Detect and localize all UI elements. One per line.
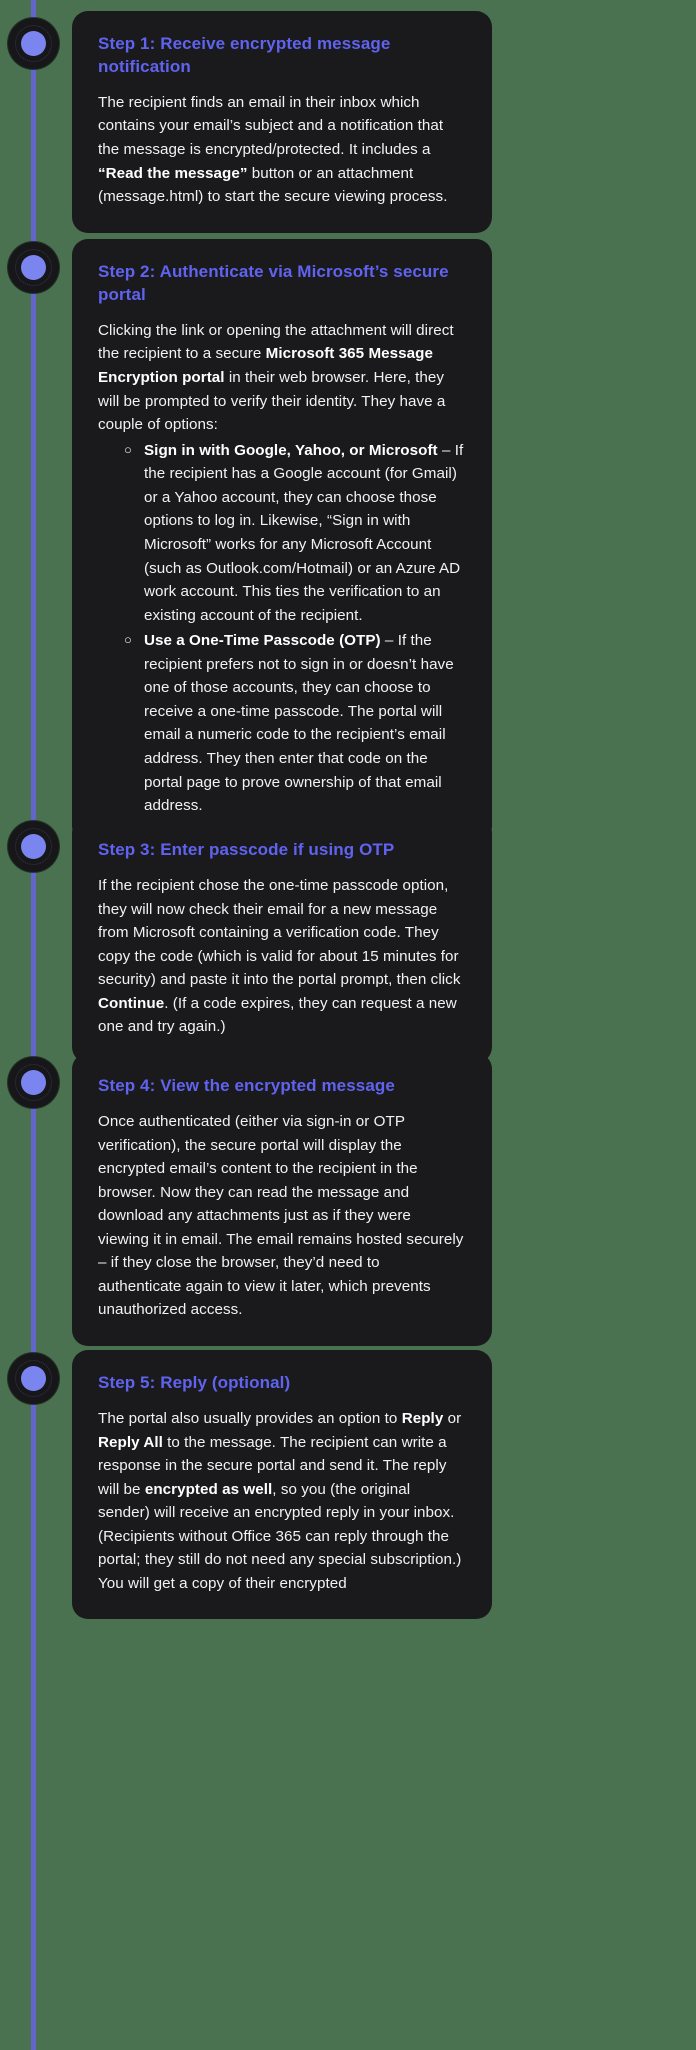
timeline-marker-step-4[interactable] — [8, 1057, 59, 1108]
step-card-4 — [72, 1053, 492, 1346]
timeline-marker-step-5[interactable] — [8, 1353, 59, 1404]
timeline-marker-step-3[interactable] — [8, 821, 59, 872]
marker-ring-icon — [15, 1064, 52, 1101]
marker-ring-icon — [15, 1360, 52, 1397]
marker-ring-icon — [15, 828, 52, 865]
step-card-1-title: Step 1: Receive encrypted message notification — [98, 34, 391, 76]
step-card-3-title: Step 3: Enter passcode if using OTP — [98, 840, 395, 859]
step-card-4-title: Step 4: View the encrypted message — [98, 1076, 395, 1095]
step-card-2 — [72, 239, 492, 842]
step-card-1-body — [98, 91, 466, 209]
timeline-axis-line — [31, 0, 36, 2050]
circle-bullet-icon: ○ — [124, 632, 132, 648]
circle-bullet-icon: ○ — [124, 441, 132, 457]
paragraph: The recipient finds an email in their inbox which contains your email’s subject and a notification that the message is encrypted/protected. It includes a “Read the message” button or an attachment (message.html) to start the secure viewing process. — [98, 93, 448, 206]
step-card-5-body — [98, 1407, 466, 1596]
sub-bullet-list — [98, 439, 466, 818]
step-card-1 — [72, 11, 492, 233]
paragraph: Clicking the link or opening the attachment will direct the recipient to a secure Microsoft 365 Message Encryption portal in their web browser. Here, they will be prompted to verify their identity. They have a couple of options: — [98, 321, 454, 434]
step-card-3-body — [98, 874, 466, 1039]
list-item: ○ Use a One-Time Passcode (OTP) – If the recipient prefers not to sign in or doesn’t have one of those accounts, they can choose to receive a one-time passcode. The portal will email a numeric code to the recipient’s email address. They then enter that code on the portal page to prove ownership of that email address. — [98, 629, 466, 818]
step-card-4-body — [98, 1110, 466, 1322]
step-card-3 — [72, 817, 492, 1063]
paragraph: The portal also usually provides an option to Reply or Reply All to the message. The recipient can write a response in the secure portal and send it. The reply will be encrypted as well, so you (the original sender) will receive an encrypted reply in your inbox. (Recipients without Office 365 can reply through the portal; they still do not need any special subscription.) You will get a copy of their encrypted — [98, 1409, 462, 1592]
step-card-2-body — [98, 319, 466, 818]
marker-ring-icon — [15, 25, 52, 62]
timeline-marker-step-2[interactable] — [8, 242, 59, 293]
timeline-marker-step-1[interactable] — [8, 18, 59, 69]
step-card-2-title: Step 2: Authenticate via Microsoft’s secure portal — [98, 262, 449, 304]
paragraph: Once authenticated (either via sign-in or OTP verification), the secure portal will display the encrypted email’s content to the recipient in the browser. Now they can read the message and download any attachments just as if they were viewing it in email. The email remains hosted securely – if they close the browser, they’d need to authenticate again to view it later, which prevents unauthorized access. — [98, 1112, 464, 1319]
paragraph: If the recipient chose the one-time passcode option, they will now check their email for a new message from Microsoft containing a verification code. They copy the code (which is valid for about 15 minutes for security) and paste it into the portal prompt, then click Continue. (If a code expires, they can request a new one and try again.) — [98, 876, 461, 1036]
step-card-5 — [72, 1350, 492, 1619]
marker-ring-icon — [15, 249, 52, 286]
list-item: ○ Sign in with Google, Yahoo, or Microsoft – If the recipient has a Google account (for Gmail) or a Yahoo account, they can choose those options to log in. Likewise, “Sign in with Microsoft” works for any Microsoft Account (such as Outlook.com/Hotmail) or an Azure AD work account. This ties the verification to an existing account of the recipient. — [98, 439, 466, 628]
step-card-5-title: Step 5: Reply (optional) — [98, 1373, 291, 1392]
